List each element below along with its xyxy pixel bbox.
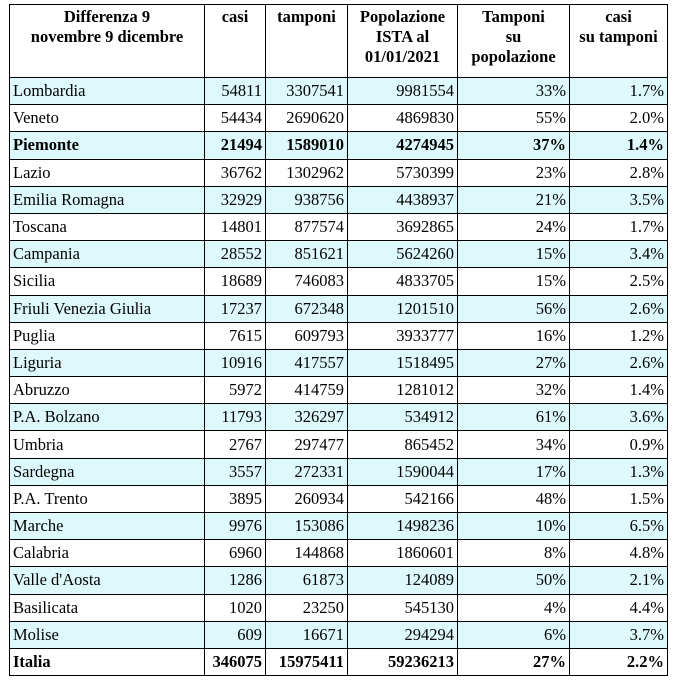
tp-header-line-3: popolazione bbox=[471, 47, 556, 66]
popolazione-cell: 4438937 bbox=[348, 186, 458, 213]
table-row bbox=[10, 322, 668, 349]
casi-su-tamponi-cell: 2.6% bbox=[570, 349, 668, 376]
region-cell: Liguria bbox=[10, 349, 205, 376]
tamponi-su-popolazione-cell: 33% bbox=[458, 78, 570, 105]
tamponi-cell: 1302962 bbox=[266, 159, 348, 186]
popolazione-cell: 4274945 bbox=[348, 132, 458, 159]
casi-column-header bbox=[205, 5, 266, 78]
table-row bbox=[10, 540, 668, 567]
tamponi-su-popolazione-cell: 17% bbox=[458, 458, 570, 485]
casi-cell: 11793 bbox=[205, 404, 266, 431]
casi-su-tamponi-cell: 4.8% bbox=[570, 540, 668, 567]
casi-su-tamponi-cell: 1.3% bbox=[570, 458, 668, 485]
tamponi-cell: 23250 bbox=[266, 594, 348, 621]
pop-header-line-2: ISTA al bbox=[375, 27, 430, 46]
casi-su-tamponi-cell: 2.8% bbox=[570, 159, 668, 186]
casi-su-tamponi-cell: 0.9% bbox=[570, 431, 668, 458]
tamponi-cell: 3307541 bbox=[266, 78, 348, 105]
tamponi-su-popolazione-column-header bbox=[458, 5, 570, 78]
region-cell: P.A. Trento bbox=[10, 485, 205, 512]
popolazione-cell: 294294 bbox=[348, 621, 458, 648]
tamponi-su-popolazione-cell: 21% bbox=[458, 186, 570, 213]
popolazione-column-header bbox=[348, 5, 458, 78]
casi-cell: 18689 bbox=[205, 268, 266, 295]
tamponi-su-popolazione-cell: 8% bbox=[458, 540, 570, 567]
casi-cell: 32929 bbox=[205, 186, 266, 213]
table-row bbox=[10, 159, 668, 186]
popolazione-cell: 1281012 bbox=[348, 377, 458, 404]
popolazione-cell: 3933777 bbox=[348, 322, 458, 349]
table-row bbox=[10, 268, 668, 295]
region-cell: Veneto bbox=[10, 105, 205, 132]
table-row bbox=[10, 213, 668, 240]
region-cell: Basilicata bbox=[10, 594, 205, 621]
table-row bbox=[10, 241, 668, 268]
casi-cell: 3557 bbox=[205, 458, 266, 485]
region-cell: Umbria bbox=[10, 431, 205, 458]
tamponi-su-popolazione-cell: 10% bbox=[458, 513, 570, 540]
casi-su-tamponi-cell: 2.2% bbox=[570, 648, 668, 675]
tamponi-cell: 15975411 bbox=[266, 648, 348, 675]
region-cell: Sicilia bbox=[10, 268, 205, 295]
region-cell: Lombardia bbox=[10, 78, 205, 105]
casi-cell: 28552 bbox=[205, 241, 266, 268]
tamponi-cell: 144868 bbox=[266, 540, 348, 567]
casi-cell: 7615 bbox=[205, 322, 266, 349]
tamponi-su-popolazione-cell: 55% bbox=[458, 105, 570, 132]
tamponi-cell: 938756 bbox=[266, 186, 348, 213]
region-column-header bbox=[10, 5, 205, 78]
pop-header-line-1: Popolazione bbox=[359, 7, 446, 26]
popolazione-cell: 4869830 bbox=[348, 105, 458, 132]
tamponi-su-popolazione-cell: 15% bbox=[458, 268, 570, 295]
tamponi-cell: 2690620 bbox=[266, 105, 348, 132]
popolazione-cell: 1498236 bbox=[348, 513, 458, 540]
popolazione-cell: 5730399 bbox=[348, 159, 458, 186]
table-row bbox=[10, 567, 668, 594]
casi-su-tamponi-cell: 2.0% bbox=[570, 105, 668, 132]
header-row bbox=[10, 5, 668, 78]
table-row bbox=[10, 458, 668, 485]
region-cell: Emilia Romagna bbox=[10, 186, 205, 213]
popolazione-cell: 1590044 bbox=[348, 458, 458, 485]
casi-cell: 346075 bbox=[205, 648, 266, 675]
region-cell: Molise bbox=[10, 621, 205, 648]
casi-cell: 1020 bbox=[205, 594, 266, 621]
pop-header-line-3: 01/01/2021 bbox=[364, 47, 441, 66]
tamponi-su-popolazione-cell: 56% bbox=[458, 295, 570, 322]
region-cell: P.A. Bolzano bbox=[10, 404, 205, 431]
ct-header-line-2: su tamponi bbox=[579, 27, 658, 46]
tamponi-cell: 272331 bbox=[266, 458, 348, 485]
tamponi-su-popolazione-cell: 23% bbox=[458, 159, 570, 186]
table-row bbox=[10, 377, 668, 404]
table-header bbox=[10, 5, 668, 78]
tamponi-su-popolazione-cell: 27% bbox=[458, 648, 570, 675]
tamponi-su-popolazione-cell: 6% bbox=[458, 621, 570, 648]
table-row bbox=[10, 431, 668, 458]
casi-su-tamponi-cell: 1.2% bbox=[570, 322, 668, 349]
casi-su-tamponi-cell: 1.7% bbox=[570, 78, 668, 105]
casi-cell: 54811 bbox=[205, 78, 266, 105]
popolazione-cell: 4833705 bbox=[348, 268, 458, 295]
casi-cell: 5972 bbox=[205, 377, 266, 404]
region-cell: Valle d'Aosta bbox=[10, 567, 205, 594]
tamponi-column-header bbox=[266, 5, 348, 78]
casi-cell: 17237 bbox=[205, 295, 266, 322]
tamponi-cell: 417557 bbox=[266, 349, 348, 376]
total-row bbox=[10, 648, 668, 675]
tamponi-su-popolazione-cell: 48% bbox=[458, 485, 570, 512]
popolazione-cell: 534912 bbox=[348, 404, 458, 431]
tamponi-cell: 672348 bbox=[266, 295, 348, 322]
popolazione-cell: 545130 bbox=[348, 594, 458, 621]
popolazione-cell: 865452 bbox=[348, 431, 458, 458]
casi-su-tamponi-cell: 3.6% bbox=[570, 404, 668, 431]
casi-cell: 10916 bbox=[205, 349, 266, 376]
region-header-line-2: novembre 9 dicembre bbox=[30, 27, 184, 46]
casi-header-text: casi bbox=[221, 7, 249, 26]
casi-cell: 1286 bbox=[205, 567, 266, 594]
tamponi-header-text: tamponi bbox=[277, 7, 336, 26]
tamponi-su-popolazione-cell: 27% bbox=[458, 349, 570, 376]
tamponi-cell: 61873 bbox=[266, 567, 348, 594]
tamponi-su-popolazione-cell: 24% bbox=[458, 213, 570, 240]
popolazione-cell: 1201510 bbox=[348, 295, 458, 322]
popolazione-cell: 3692865 bbox=[348, 213, 458, 240]
popolazione-cell: 124089 bbox=[348, 567, 458, 594]
tamponi-cell: 326297 bbox=[266, 404, 348, 431]
ct-header-line-1: casi bbox=[605, 7, 632, 26]
table-row bbox=[10, 485, 668, 512]
casi-su-tamponi-cell: 4.4% bbox=[570, 594, 668, 621]
tamponi-su-popolazione-cell: 32% bbox=[458, 377, 570, 404]
region-header-line-1: Differenza 9 bbox=[63, 7, 151, 26]
tamponi-cell: 877574 bbox=[266, 213, 348, 240]
casi-su-tamponi-cell: 1.7% bbox=[570, 213, 668, 240]
region-cell: Campania bbox=[10, 241, 205, 268]
popolazione-cell: 1860601 bbox=[348, 540, 458, 567]
region-cell: Puglia bbox=[10, 322, 205, 349]
tamponi-cell: 297477 bbox=[266, 431, 348, 458]
casi-cell: 9976 bbox=[205, 513, 266, 540]
casi-su-tamponi-cell: 3.7% bbox=[570, 621, 668, 648]
casi-su-tamponi-cell: 2.1% bbox=[570, 567, 668, 594]
casi-su-tamponi-cell: 2.6% bbox=[570, 295, 668, 322]
region-cell: Italia bbox=[10, 648, 205, 675]
region-cell: Piemonte bbox=[10, 132, 205, 159]
casi-cell: 609 bbox=[205, 621, 266, 648]
tamponi-cell: 153086 bbox=[266, 513, 348, 540]
tamponi-su-popolazione-cell: 50% bbox=[458, 567, 570, 594]
casi-su-tamponi-cell: 3.5% bbox=[570, 186, 668, 213]
popolazione-cell: 542166 bbox=[348, 485, 458, 512]
table-row bbox=[10, 186, 668, 213]
table-row bbox=[10, 621, 668, 648]
tamponi-cell: 414759 bbox=[266, 377, 348, 404]
table-row bbox=[10, 78, 668, 105]
region-cell: Sardegna bbox=[10, 458, 205, 485]
table-row bbox=[10, 594, 668, 621]
tamponi-cell: 16671 bbox=[266, 621, 348, 648]
casi-cell: 3895 bbox=[205, 485, 266, 512]
casi-cell: 2767 bbox=[205, 431, 266, 458]
table-row bbox=[10, 105, 668, 132]
table-row bbox=[10, 349, 668, 376]
tamponi-cell: 851621 bbox=[266, 241, 348, 268]
casi-cell: 14801 bbox=[205, 213, 266, 240]
casi-su-tamponi-cell: 2.5% bbox=[570, 268, 668, 295]
casi-su-tamponi-cell: 1.4% bbox=[570, 377, 668, 404]
table-row bbox=[10, 513, 668, 540]
region-cell: Marche bbox=[10, 513, 205, 540]
tamponi-su-popolazione-cell: 16% bbox=[458, 322, 570, 349]
casi-cell: 21494 bbox=[205, 132, 266, 159]
tp-header-line-1: Tamponi bbox=[482, 7, 545, 26]
popolazione-cell: 9981554 bbox=[348, 78, 458, 105]
region-cell: Toscana bbox=[10, 213, 205, 240]
tamponi-su-popolazione-cell: 37% bbox=[458, 132, 570, 159]
casi-cell: 36762 bbox=[205, 159, 266, 186]
region-cell: Friuli Venezia Giulia bbox=[10, 295, 205, 322]
tamponi-cell: 609793 bbox=[266, 322, 348, 349]
region-cell: Lazio bbox=[10, 159, 205, 186]
regional-data-table bbox=[9, 4, 668, 676]
popolazione-cell: 59236213 bbox=[348, 648, 458, 675]
casi-su-tamponi-cell: 3.4% bbox=[570, 241, 668, 268]
table-row bbox=[10, 295, 668, 322]
casi-cell: 6960 bbox=[205, 540, 266, 567]
table-row bbox=[10, 132, 668, 159]
tamponi-su-popolazione-cell: 15% bbox=[458, 241, 570, 268]
popolazione-cell: 1518495 bbox=[348, 349, 458, 376]
table-body bbox=[10, 78, 668, 676]
tamponi-su-popolazione-cell: 4% bbox=[458, 594, 570, 621]
tamponi-su-popolazione-cell: 34% bbox=[458, 431, 570, 458]
region-cell: Calabria bbox=[10, 540, 205, 567]
popolazione-cell: 5624260 bbox=[348, 241, 458, 268]
casi-su-tamponi-column-header bbox=[570, 5, 668, 78]
tamponi-cell: 1589010 bbox=[266, 132, 348, 159]
casi-su-tamponi-cell: 1.4% bbox=[570, 132, 668, 159]
tamponi-cell: 746083 bbox=[266, 268, 348, 295]
table-row bbox=[10, 404, 668, 431]
region-cell: Abruzzo bbox=[10, 377, 205, 404]
tamponi-su-popolazione-cell: 61% bbox=[458, 404, 570, 431]
casi-cell: 54434 bbox=[205, 105, 266, 132]
casi-su-tamponi-cell: 1.5% bbox=[570, 485, 668, 512]
tp-header-line-2: su bbox=[505, 27, 522, 46]
tamponi-cell: 260934 bbox=[266, 485, 348, 512]
casi-su-tamponi-cell: 6.5% bbox=[570, 513, 668, 540]
